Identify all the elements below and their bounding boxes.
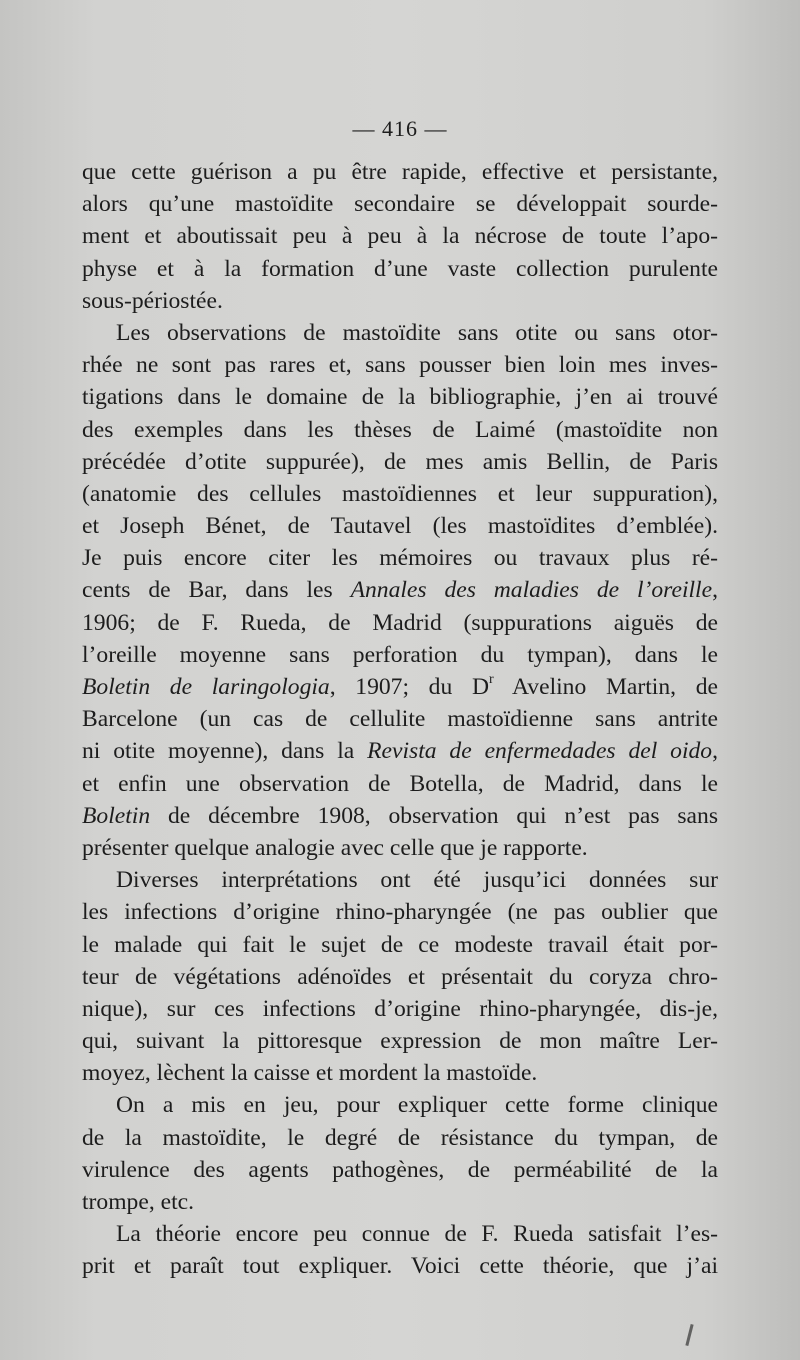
text-line: de la mastoïdite, le degré de résistance du tympan, de [82,1124,718,1151]
text-line: présenter quelque analogie avec celle que je rapporte. [82,834,588,861]
text-line: moyez, lèchent la caisse et mordent la mastoïde. [82,1060,538,1087]
text-line: que cette guérison a pu être rapide, effective et persistante, [82,159,718,185]
text-run: cents de Bar, dans les [82,577,351,604]
text-run: ni otite moyenne), dans la [82,738,368,765]
text-line: nique), sur ces infections d’origine rhino-pharyngée, dis-je, [82,995,718,1022]
text-line: Je puis encore citer les mémoires ou travaux plus ré- [82,545,718,572]
text-run: , 1907; du D [329,674,489,700]
page-number: — 416 — [352,116,448,141]
italic-title: Annales des maladies de l’oreille [350,577,713,604]
italic-title: Revista de enfermedades del oido [367,738,713,765]
text-run: , [712,577,718,604]
italic-title: Boletin [82,802,151,829]
text-line: On a mis en jeu, pour expliquer cette forme clinique [116,1092,718,1119]
text-line: précédée d’otite suppurée), de mes amis Bellin, de Paris [82,448,718,475]
text-line: prit et paraît tout expliquer. Voici cette théorie, que j’ai [82,1253,718,1280]
text-line: Diverses interprétations ont été jusqu’ici données sur [116,867,718,894]
text-line: 1906; de F. Rueda, de Madrid (suppurations aiguës de [82,609,718,636]
text-line: tigations dans le domaine de la bibliographie, j’en ai trouvé [82,384,718,411]
text-run: , [712,738,718,765]
text-line: qui, suivant la pittoresque expression de mon maître Ler- [82,1028,718,1055]
text-line: et enfin une observation de Botella, de Madrid, dans le [82,770,718,797]
text-line [82,735,718,767]
text-line: le malade qui fait le sujet de ce modeste travail était por- [82,931,718,958]
body-text [82,156,718,1283]
superscript: r [488,672,494,688]
text-line: alors qu’une mastoïdite secondaire se développait sourde- [82,191,718,218]
text-line: La théorie encore peu connue de F. Rueda satisfait l’es- [116,1221,718,1248]
ink-mark [685,1324,693,1346]
text-line: teur de végétations adénoïdes et présentait du coryza chro- [82,963,718,990]
text-line: des exemples dans les thèses de Laimé (mastoïdite non [82,416,718,443]
text-line: trompe, etc. [82,1189,195,1215]
text-line [82,574,718,606]
text-run: de décembre 1908, observation qui n’est pas sans [150,802,718,829]
text-line: ment et aboutissait peu à peu à la nécrose de toute l’apo- [82,223,718,250]
text-line: Barcelone (un cas de cellulite mastoïdienne sans antrite [82,706,718,733]
text-line: les infections d’origine rhino-pharyngée (ne pas oublier que [82,899,718,926]
text-line [82,800,718,832]
text-line: sous-périostée. [82,287,223,314]
text-line: virulence des agents pathogènes, de perméabilité de la [82,1156,718,1183]
text-line: physe et à la formation d’une vaste collection purulente [82,255,718,282]
text-line: rhée ne sont pas rares et, sans pousser bien loin mes inves- [82,352,718,379]
text-run: Avelino Martin, de [493,674,718,700]
text-line [82,671,718,703]
text-line: l’oreille moyenne sans perforation du tympan), dans le [82,641,718,668]
italic-title: Boletin de laringologia [82,674,330,700]
text-line: (anatomie des cellules mastoïdiennes et leur suppuration), [82,480,718,507]
text-line: Les observations de mastoïdite sans otite ou sans otor- [116,319,718,346]
text-line: et Joseph Bénet, de Tautavel (les mastoïdites d’emblée). [82,513,718,540]
